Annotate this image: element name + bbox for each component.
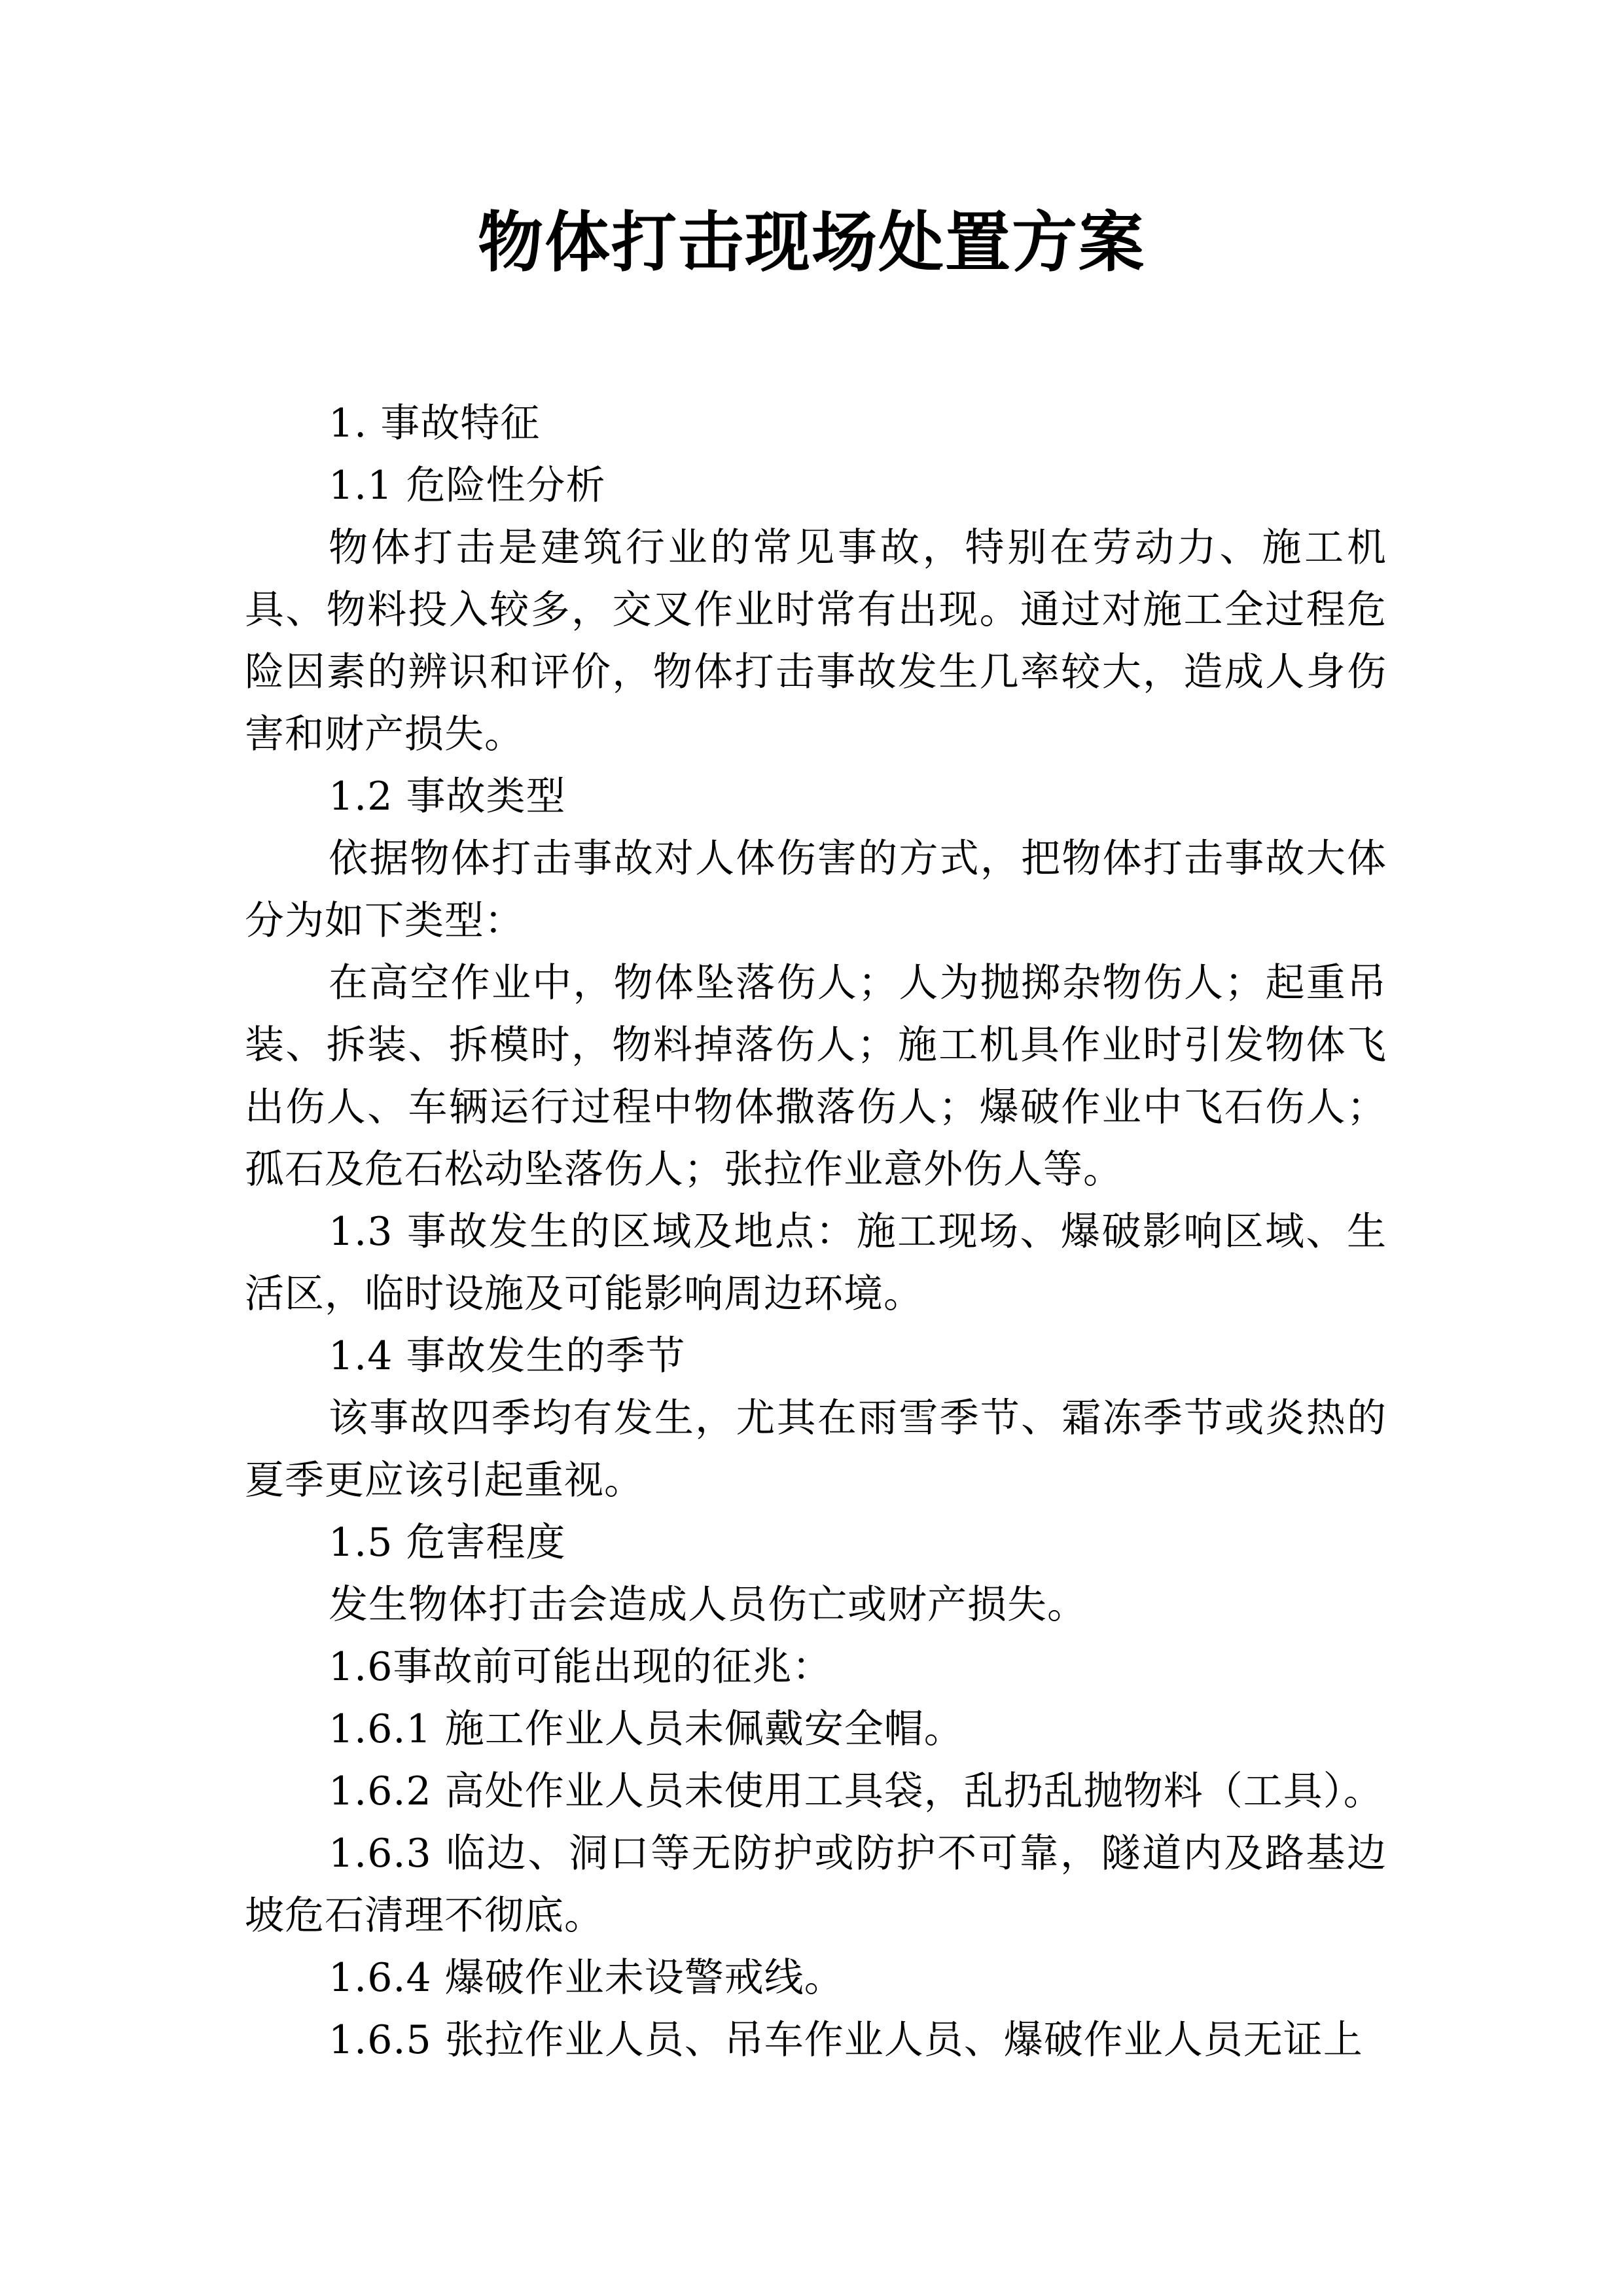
heading-hazard-degree: 1.5 危害程度 <box>329 1520 566 1566</box>
paragraph-accident-season: 该事故四季均有发生，尤其在雨雪季节、霜冻季节或炎热的夏季更应该引起重视。 <box>245 1395 1387 1503</box>
paragraph-accident-types-intro: 依据物体打击事故对人体伤害的方式，把物体打击事故大体分为如下类型： <box>245 836 1387 944</box>
paragraph-hazard-analysis: 物体打击是建筑行业的常见事故，特别在劳动力、施工机具、物料投入较多，交叉作业时常有出现。通过对施工全过程危险因素的辨识和评价，物体打击事故发生几率较大，造成人身伤害和财产损失。 <box>245 525 1387 757</box>
list-item-warning-3: 1.6.3 临边、洞口等无防护或防护不可靠，隧道内及路基边坡危石清理不彻底。 <box>245 1831 1387 1939</box>
list-item-warning-1: 1.6.1 施工作业人员未佩戴安全帽。 <box>329 1706 964 1752</box>
paragraph-hazard-degree: 发生物体打击会造成人员伤亡或财产损失。 <box>329 1582 1087 1628</box>
list-item-warning-4: 1.6.4 爆破作业未设警戒线。 <box>329 1955 844 2001</box>
paragraph-accident-types-list: 在高空作业中，物体坠落伤人；人为抛掷杂物伤人；起重吊装、拆装、拆模时，物料掉落伤人；施工机具作业时引发物体飞出伤人、车辆运行过程中物体撒落伤人；爆破作业中飞石伤人；孤石及危石松动坠落伤人；张拉作业意外伤人等。 <box>245 960 1387 1193</box>
heading-warning-signs: 1.6事故前可能出现的征兆： <box>329 1644 832 1690</box>
heading-hazard-analysis: 1.1 危险性分析 <box>329 463 606 509</box>
document-title: 物体打击现场处置方案 <box>478 204 1145 281</box>
document-body <box>245 393 1387 2072</box>
list-item-warning-5: 1.6.5 张拉作业人员、吊车作业人员、爆破作业人员无证上 <box>329 2017 1363 2063</box>
heading-accident-types: 1.2 事故类型 <box>329 774 566 819</box>
list-item-warning-2: 1.6.2 高处作业人员未使用工具袋，乱扔乱抛物料（工具）。 <box>329 1768 1383 1814</box>
paragraph-accident-location: 1.3 事故发生的区域及地点：施工现场、爆破影响区域、生活区，临时设施及可能影响周边环境。 <box>245 1209 1387 1317</box>
heading-accident-features: 1. 事故特征 <box>329 401 541 446</box>
heading-accident-season: 1.4 事故发生的季节 <box>329 1333 686 1379</box>
